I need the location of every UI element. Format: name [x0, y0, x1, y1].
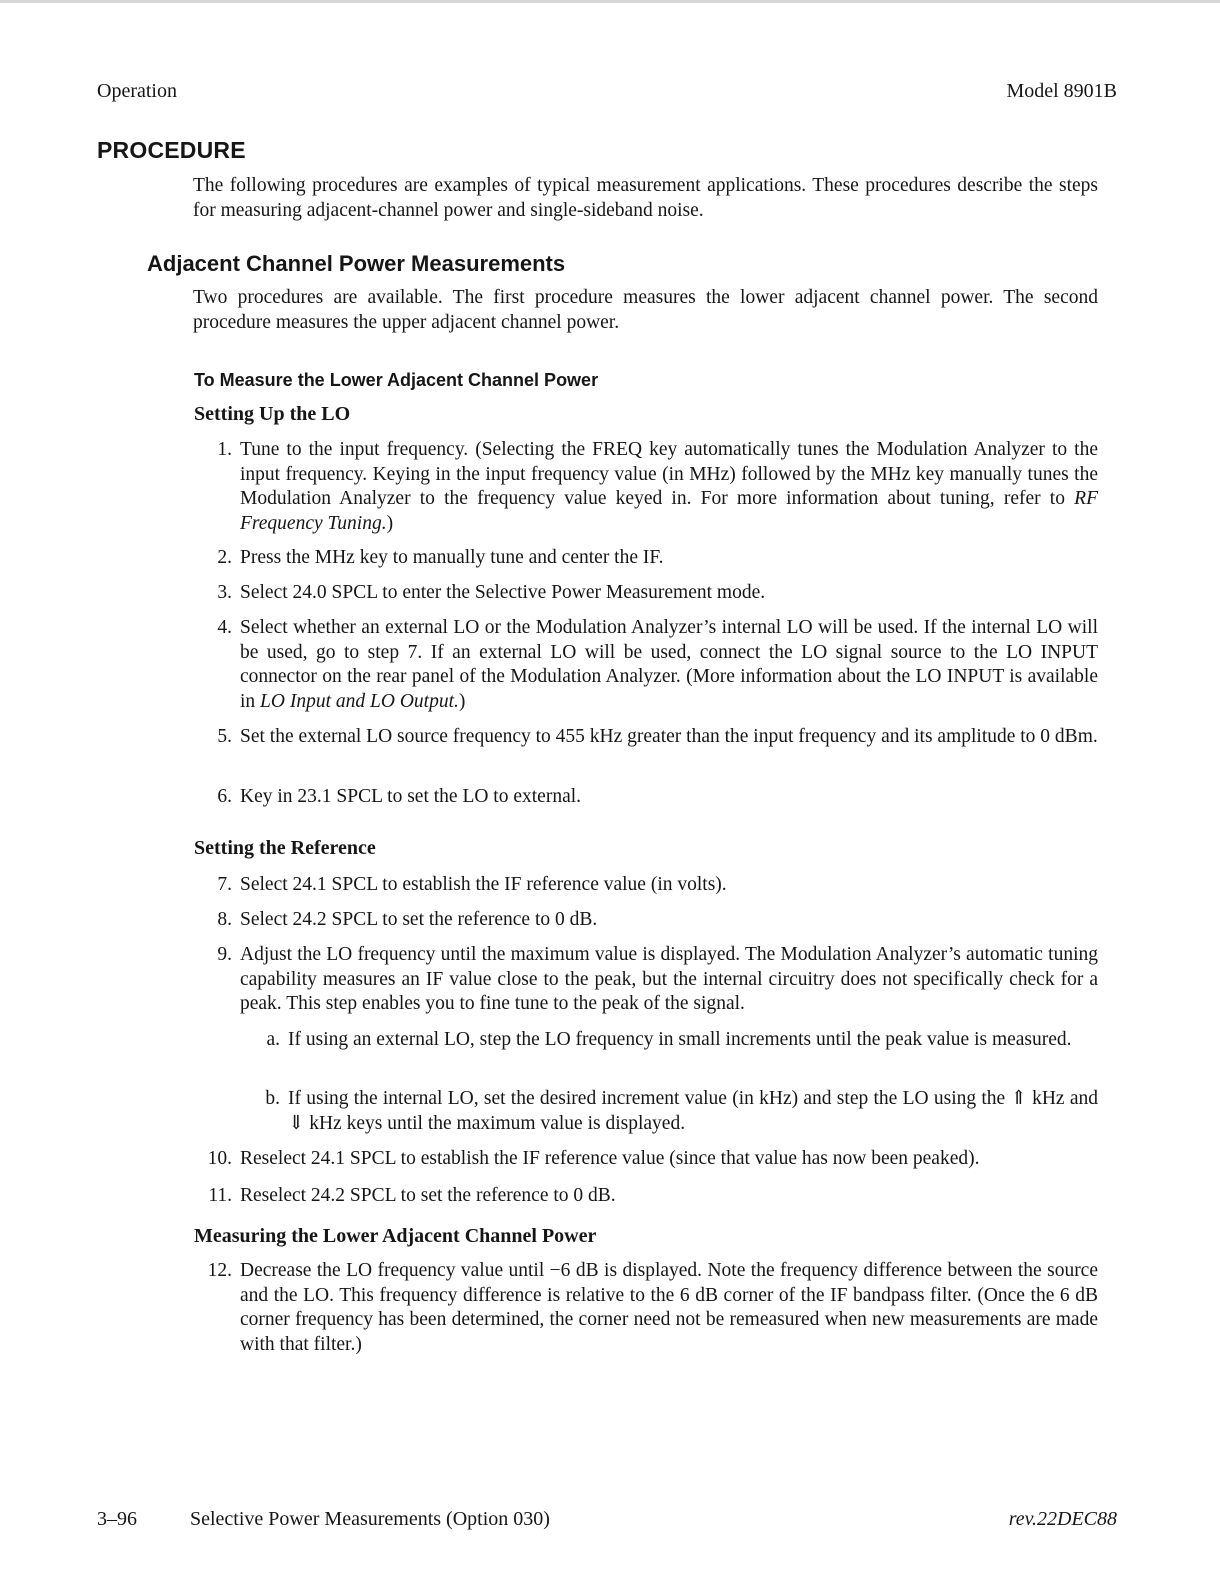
- step-text: Select 24.1 SPCL to establish the IF reference value (in volts).: [240, 874, 727, 895]
- step-number: 12.: [207, 1260, 232, 1281]
- running-header-model: Model 8901B: [1006, 80, 1117, 102]
- step-7: [217, 873, 1098, 898]
- step-number: 1.: [217, 439, 232, 460]
- step-11: [208, 1184, 1098, 1209]
- step-2: [217, 546, 1098, 571]
- step-text: If using an external LO, step the LO frequency in small increments until the peak value is measured.: [288, 1029, 1072, 1050]
- step-text: Tune to the input frequency. (Selecting the FREQ key automatically tunes the Modulation Analyzer to the input frequency. Keying in the input frequency value (in MHz) followed by the MHz key manually tunes the Modulation Analyzer to the frequency value keyed in. For more information about tuning, refer to RF Frequency Tuning.): [240, 439, 1098, 534]
- step-text: Select whether an external LO or the Modulation Analyzer’s internal LO will be used. If the internal LO will be used, go to step 7. If an external LO will be used, connect the LO signal source to the LO INPUT connector on the rear panel of the Modulation Analyzer. (More information about the LO INPUT is available in LO Input and LO Output.): [240, 617, 1098, 712]
- step-5: [217, 725, 1098, 750]
- step-text: Reselect 24.1 SPCL to establish the IF reference value (since that value has now been peaked).: [240, 1148, 980, 1169]
- step-text: Press the MHz key to manually tune and center the IF.: [240, 547, 664, 568]
- procedure-intro: The following procedures are examples of typical measurement applications. These procedures describe the steps for measuring adjacent-channel power and single-sideband noise.: [193, 175, 1098, 221]
- step-number: 4.: [217, 617, 232, 638]
- step-letter: a.: [266, 1029, 280, 1050]
- step-letter: b.: [265, 1088, 280, 1109]
- lower-adjacent-heading: To Measure the Lower Adjacent Channel Power: [194, 370, 599, 390]
- step-9b: [265, 1087, 1098, 1136]
- step-text: Select 24.0 SPCL to enter the Selective Power Measurement mode.: [240, 582, 766, 603]
- step-number: 6.: [217, 786, 232, 807]
- top-rule: [0, 0, 1220, 3]
- measuring-lower-heading: Measuring the Lower Adjacent Channel Power: [194, 1225, 597, 1247]
- step-text: Set the external LO source frequency to 455 kHz greater than the input frequency and its amplitude to 0 dBm.: [240, 726, 1098, 747]
- step-9: [217, 943, 1098, 1017]
- step-10: [207, 1147, 1098, 1172]
- step-number: 8.: [217, 909, 232, 930]
- step-8: [217, 908, 1098, 933]
- step-reference-italic: LO Input and LO Output.: [260, 690, 459, 712]
- step-text: Adjust the LO frequency until the maximum value is displayed. The Modulation Analyzer’s automatic tuning capability measures an IF value close to the peak, but the internal circuitry does not specifically check for a peak. This step enables you to fine tune to the peak of the signal.: [240, 944, 1098, 1014]
- procedure-heading: PROCEDURE: [97, 137, 246, 163]
- adjacent-channel-intro: Two procedures are available. The first procedure measures the lower adjacent channel power. The second procedure measures the upper adjacent channel power.: [193, 287, 1098, 333]
- footer-title: Selective Power Measurements (Option 030): [190, 1508, 550, 1530]
- step-text: Reselect 24.2 SPCL to set the reference to 0 dB.: [240, 1185, 616, 1206]
- step-6: [217, 785, 1098, 810]
- step-number: 3.: [217, 582, 232, 603]
- step-12: [207, 1259, 1098, 1357]
- step-number: 11.: [208, 1185, 232, 1206]
- step-4: [217, 616, 1098, 714]
- step-3: [217, 581, 1098, 606]
- step-text: Select 24.2 SPCL to set the reference to 0 dB.: [240, 909, 598, 930]
- page-number: 3–96: [97, 1508, 137, 1530]
- step-text: Key in 23.1 SPCL to set the LO to external.: [240, 786, 582, 807]
- setting-reference-heading: Setting the Reference: [194, 837, 376, 859]
- running-header-section: Operation: [97, 80, 177, 102]
- step-number: 5.: [217, 726, 232, 747]
- adjacent-channel-heading: Adjacent Channel Power Measurements: [147, 251, 566, 276]
- step-number: 7.: [217, 874, 232, 895]
- step-reference-italic: RF Frequency Tuning.: [240, 488, 1098, 534]
- step-1: [217, 438, 1098, 536]
- step-number: 9.: [217, 944, 232, 965]
- setting-up-lo-heading: Setting Up the LO: [194, 403, 351, 425]
- step-text: If using the internal LO, set the desired increment value (in kHz) and step the LO using the ⇑ kHz and ⇓ kHz keys until the maximum value is displayed.: [288, 1088, 1098, 1134]
- step-number: 10.: [207, 1148, 232, 1169]
- step-9a: [266, 1028, 1098, 1053]
- revision-date: rev.22DEC88: [1008, 1508, 1117, 1530]
- step-number: 2.: [217, 547, 232, 568]
- step-text: Decrease the LO frequency value until −6 dB is displayed. Note the frequency difference between the source and the LO. This frequency difference is relative to the 6 dB corner of the IF bandpass filter. (Once the 6 dB corner frequency has been determined, the corner need not be remeasured when new measurements are made with that filter.): [240, 1260, 1098, 1355]
